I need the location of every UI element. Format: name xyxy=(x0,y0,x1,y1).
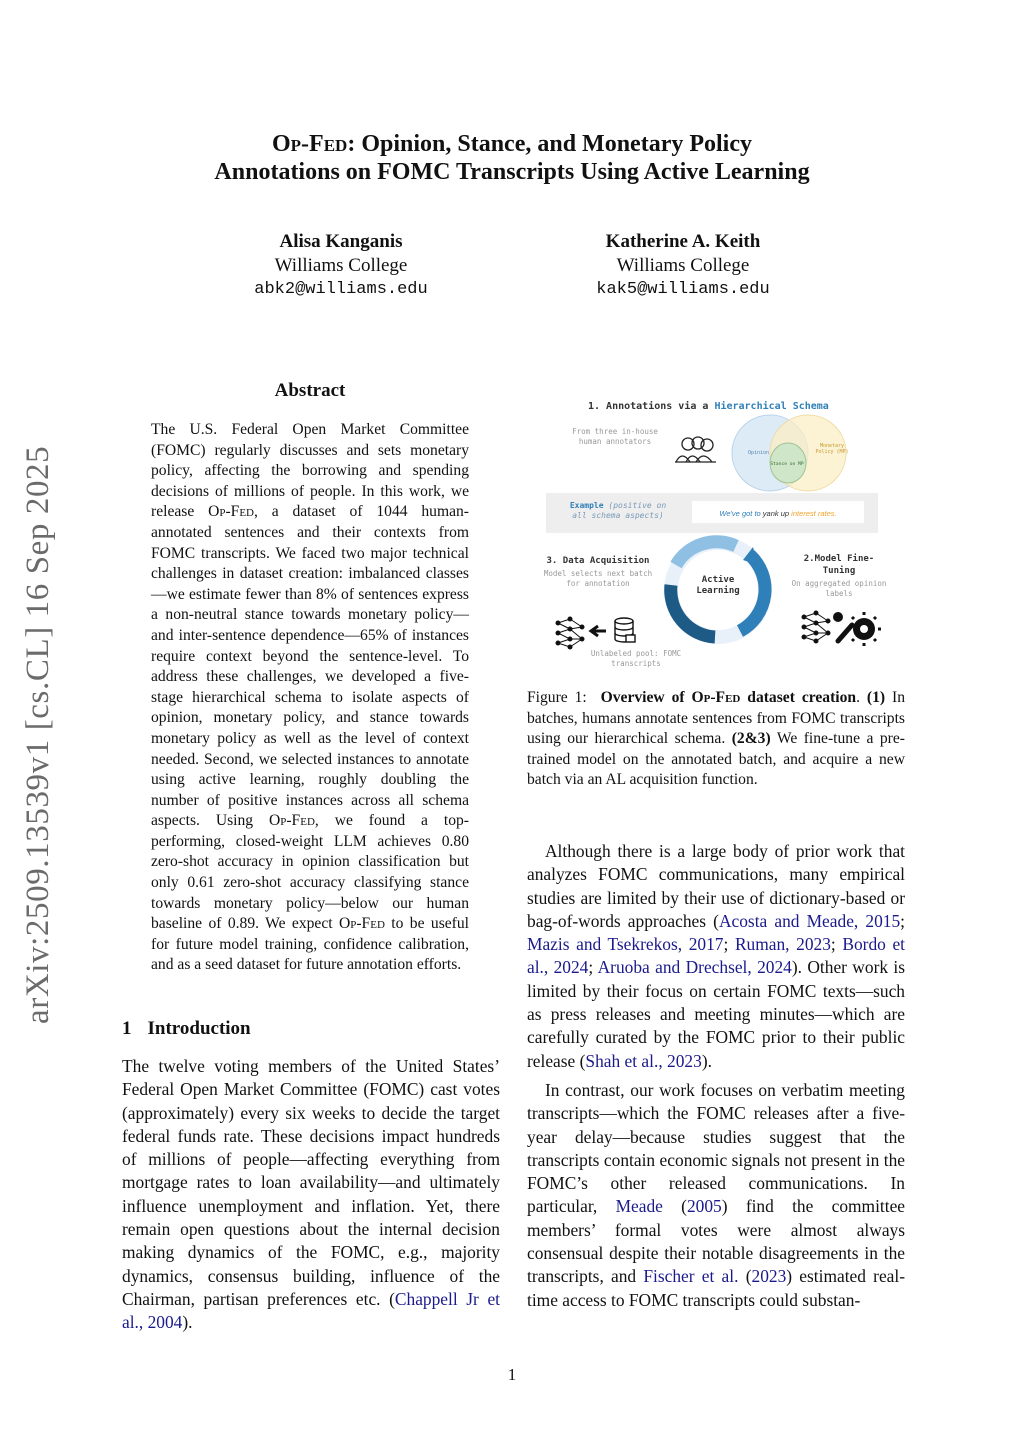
citation-link[interactable]: Shah et al., 2023 xyxy=(585,1050,702,1071)
citation-link[interactable]: Aruoba and Drechsel, 2024 xyxy=(597,957,792,978)
dataset-name: Op-Fed xyxy=(208,503,255,521)
step3-box xyxy=(542,555,654,607)
author-email: abk2@williams.edu xyxy=(254,280,428,299)
right-column-body xyxy=(527,840,905,1312)
dataset-name: Op-Fed xyxy=(338,915,385,933)
citation-link[interactable]: Bordo et al., 2024 xyxy=(527,934,905,978)
venn-diagram xyxy=(732,415,852,491)
citation-link[interactable]: 2023 xyxy=(751,1266,787,1287)
annotators-text: From three in-house human annotators xyxy=(572,427,658,446)
step3-title: 3. Data Acquisition xyxy=(546,556,650,566)
dataset-name: Op-Fed xyxy=(272,131,348,157)
citation-link[interactable]: Chappell Jr et al., 2004 xyxy=(122,1288,500,1333)
caption-step-1: (1) xyxy=(866,689,886,706)
example-sentence: We've got to yank up interest rates. xyxy=(719,509,837,518)
caption-text: In batches, humans annotate sentences from FOMC transcripts using our hierarchical schema. xyxy=(527,689,906,748)
step1-title: 1. Annotations via a Hierarchical Schema xyxy=(588,401,829,412)
author-affiliation: Williams College xyxy=(274,255,408,276)
abstract-text: The U.S. Federal Open Market Committee (FOMC) regularly discusses and sets monetary policy, affecting the borrowing and spending decisions of millions of people. In this work, we release xyxy=(151,421,469,521)
section-number: 1 xyxy=(122,1018,132,1039)
venn-monetary-label: Monetary Policy (MP) xyxy=(815,443,849,455)
step3-description: Model selects next batch for annotation xyxy=(543,569,653,588)
figure-1-diagram xyxy=(540,395,890,675)
author-affiliation: Williams College xyxy=(616,255,750,276)
step2-description: On aggregated opinion labels xyxy=(791,579,887,598)
paragraph-prior-work: Although there is a large body of prior work that analyzes FOMC communications, many empirical studies are limited by their use of dictionary-based or bag-of-words approaches (Acosta and Meade, 2015; Mazis and Tsekrekos, 2017; Ruman, 2023; Bordo et al., 2024; Aruoba and Drechsel, 2024). Other work is limited by their focus on certain FOMC texts—such as press releases and meeting minutes—which are carefully curated by the FOMC prior to their public release (Shah et al., 2023). xyxy=(527,841,906,1071)
example-label: Example xyxy=(569,501,604,510)
venn-opinion-label: Opinion xyxy=(748,450,770,456)
author-name: Katherine A. Keith xyxy=(605,231,761,252)
abstract-text: , a dataset of 1044 human-annotated sentences and their contexts from FOMC transcripts. We faced two major technical challenges in dataset creation: imbalanced classes—we estimate fewer than 8% of sentences express a non-neutral stance towards monetary policy—and inter-sentence dependence—65% of instances require context beyond the sentence-level. To address these challenges, we developed a five-stage hierarchical schema to isolate aspects of opinion, monetary policy, and stance towards monetary policy as well as the level of context needed. Second, we selected instances to annotate using active learning, roughly doubling the number of positive instances across all schema aspects. Using xyxy=(151,503,469,830)
dataset-name: Op-Fed xyxy=(268,812,315,830)
active-learning-label: Active Learning xyxy=(696,575,740,596)
database-icon xyxy=(615,618,635,642)
caption-text: We fine-tune a pre-trained model on the annotated batch, and acquire a new batch via an AL acquisition function. xyxy=(527,730,905,789)
page-number: 1 xyxy=(507,1365,517,1384)
title-line1: : Opinion, Stance, and Monetary Policy xyxy=(347,131,752,157)
venn-stance-label: Stance on MP xyxy=(770,462,804,467)
citation-link[interactable]: Mazis and Tsekrekos, 2017 xyxy=(527,934,724,955)
introduction-body xyxy=(122,1055,500,1335)
citation-link[interactable]: Ruman, 2023 xyxy=(734,934,831,955)
figure-1-caption: Figure 1: Overview of Op-Fed dataset creation. (1) In batches, humans annotate sentences from FOMC transcripts using our hierarchical schema. (2&3) We fine-tune a pre-trained model on the annotated batch, and acquire a new batch via an AL acquisition function. xyxy=(527,689,906,789)
example-label-box xyxy=(562,501,674,529)
author-name: Alisa Kanganis xyxy=(279,231,403,252)
step2-box xyxy=(790,553,888,603)
step2-title: 2.Model Fine-Tuning xyxy=(803,554,875,576)
author-2 xyxy=(533,230,833,302)
unlabeled-pool-box xyxy=(586,649,686,673)
citation-link[interactable]: 2005 xyxy=(686,1196,722,1217)
abstract-heading: Abstract xyxy=(274,380,346,401)
center-label-box xyxy=(678,575,758,605)
cycle-arc-top xyxy=(676,542,736,565)
intro-text: The twelve voting members of the United States’ Federal Open Market Committee (FOMC) cast votes (approximately) every six weeks to decide the target federal funds rate. These decisions impact hundreds of millions of people—affecting everything from mortgage rates to loan availability—and ultimately influence unemployment and inflation. Yet, there remain open questions about the internal decision making dynamics of the FOMC, e.g., majority dynamics, consensus building, influence of the Chairman, partisan preferences etc. ( xyxy=(122,1056,500,1309)
caption-label: Figure 1: xyxy=(527,689,587,706)
arxiv-identifier: arXiv:2509.13539v1 [cs.CL] 16 Sep 2025 xyxy=(20,445,56,1024)
people-icon xyxy=(675,437,716,462)
annotators-text-box xyxy=(565,427,665,467)
section-title: Introduction xyxy=(147,1018,251,1039)
citation-link[interactable]: Meade xyxy=(615,1196,663,1217)
title-line2: Annotations on FOMC Transcripts Using Active Learning xyxy=(214,159,810,185)
neural-network-icon xyxy=(802,611,830,643)
abstract-body xyxy=(151,420,469,976)
caption-step-2-3: (2&3) xyxy=(731,730,771,748)
venn-monetary-box xyxy=(812,443,852,461)
example-note: (positive on all schema aspects) xyxy=(572,501,667,520)
unlabeled-pool-text: Unlabeled pool: FOMC transcripts xyxy=(590,649,682,668)
author-1 xyxy=(191,230,491,302)
citation-link[interactable]: Acosta and Meade, 2015 xyxy=(718,910,901,931)
caption-title: Overview of Op-Fed dataset creation xyxy=(600,689,857,706)
wrench-gear-icon xyxy=(833,612,881,646)
arrow-left-icon xyxy=(591,626,606,636)
author-email: kak5@williams.edu xyxy=(596,280,770,299)
paragraph-contrast: In contrast, our work focuses on verbatim meeting transcripts—which the FOMC releases after a five-year delay—because studies suggest that the transcripts contain economic signals not present in the FOMC’s other released communications. In particular, Meade (2005) find the committee members’ formal votes were almost always consensual despite their notable disagreements in the transcripts, and Fischer et al. (2023) estimated real-time access to FOMC transcripts could substan- xyxy=(527,1079,906,1310)
citation-link[interactable]: Fischer et al. xyxy=(643,1266,739,1287)
paper-title xyxy=(130,130,894,186)
abstract-text: to be useful for future model training, confidence calibration, and as a seed dataset for future annotation efforts. xyxy=(151,915,470,974)
section-heading-introduction xyxy=(122,1018,251,1040)
abstract-text: , we found a top-performing, closed-weight LLM achieves 0.80 zero-shot accuracy in opinion classification but only 0.61 zero-shot accuracy classifying stance towards monetary policy—below our human baseline of 0.89. We expect xyxy=(151,812,469,933)
intro-text: ). xyxy=(182,1312,193,1333)
neural-network-icon xyxy=(556,617,584,649)
